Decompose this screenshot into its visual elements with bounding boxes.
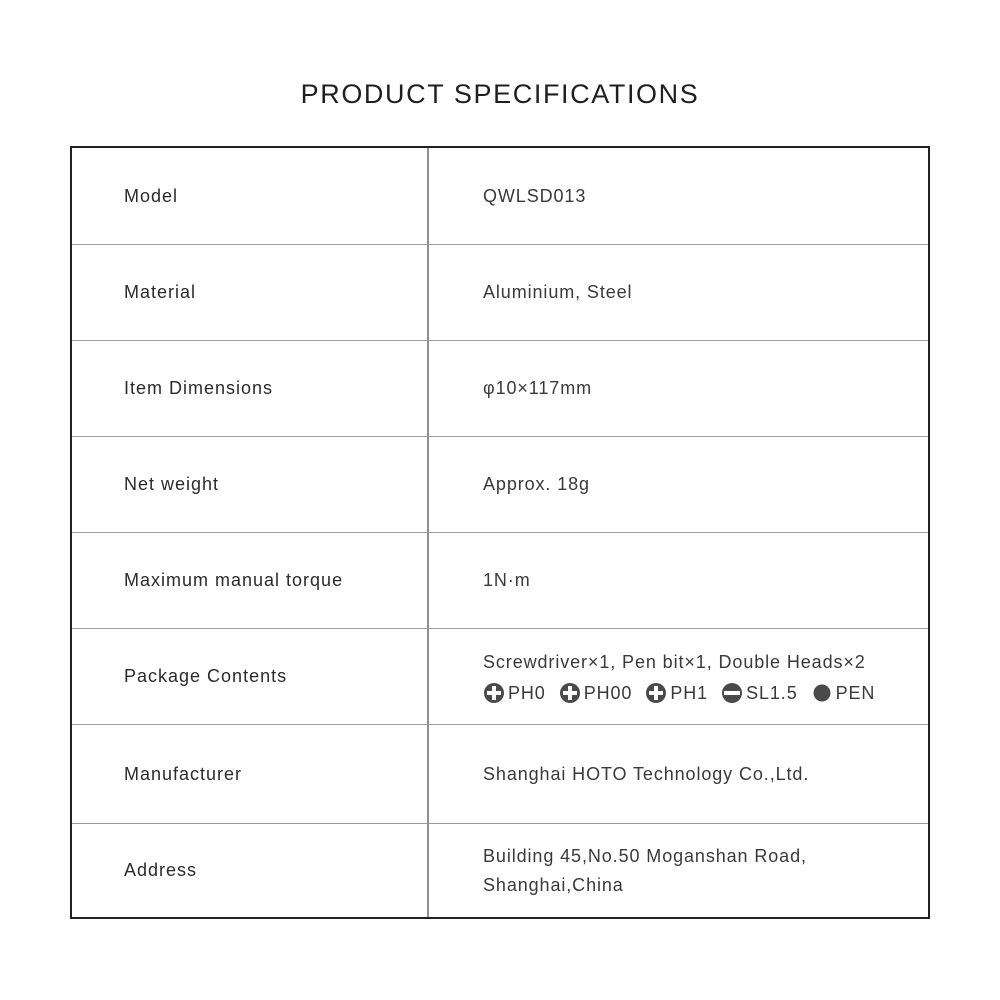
spec-value: Screwdriver×1, Pen bit×1, Double Heads×2 <box>483 651 866 672</box>
spec-label: Package Contents <box>124 666 288 686</box>
spec-value: Aluminium, Steel <box>483 282 633 302</box>
spec-value-line: Building 45,No.50 Moganshan Road, <box>483 845 807 866</box>
phillips-icon <box>645 682 667 704</box>
spec-label: Manufacturer <box>124 763 243 784</box>
spec-row-manufacturer <box>72 724 928 823</box>
spec-label: Address <box>124 860 198 880</box>
spec-label: Material <box>124 282 197 302</box>
spec-row-address <box>72 823 928 917</box>
bit-label: PH0 <box>508 682 546 703</box>
spec-row-package-contents <box>72 628 928 724</box>
spec-label: Maximum manual torque <box>124 570 344 590</box>
spec-value: QWLSD013 <box>483 185 587 206</box>
spec-value-line: Shanghai,China <box>483 874 624 895</box>
spec-row-model <box>72 148 928 244</box>
bit-item <box>645 680 708 706</box>
spec-value: φ10×117mm <box>483 378 592 398</box>
spec-row-torque <box>72 532 928 628</box>
phillips-icon <box>483 682 505 704</box>
spec-row-dimensions <box>72 340 928 436</box>
bit-item <box>721 680 798 706</box>
bit-label: SL1.5 <box>746 682 798 703</box>
bit-label: PH1 <box>670 682 709 703</box>
spec-label: Model <box>124 185 179 206</box>
spec-row-net-weight <box>72 436 928 532</box>
spec-value: Shanghai HOTO Technology Co.,Ltd. <box>483 763 810 784</box>
spec-table <box>70 146 930 919</box>
spec-value: Approx. 18g <box>483 474 590 494</box>
pen-dot-icon <box>811 682 833 704</box>
bit-label: PEN <box>835 682 876 703</box>
spec-label: Item Dimensions <box>124 378 274 398</box>
bit-list <box>483 680 908 706</box>
phillips-icon <box>559 682 581 704</box>
slotted-icon <box>721 682 743 704</box>
bit-item <box>483 680 546 706</box>
spec-row-material <box>72 244 928 340</box>
bit-item <box>811 680 876 706</box>
spec-label: Net weight <box>124 474 220 494</box>
page-title: PRODUCT SPECIFICATIONS <box>300 79 700 109</box>
bit-item <box>559 680 633 706</box>
spec-value: 1N·m <box>483 570 531 590</box>
bit-label: PH00 <box>583 682 633 703</box>
